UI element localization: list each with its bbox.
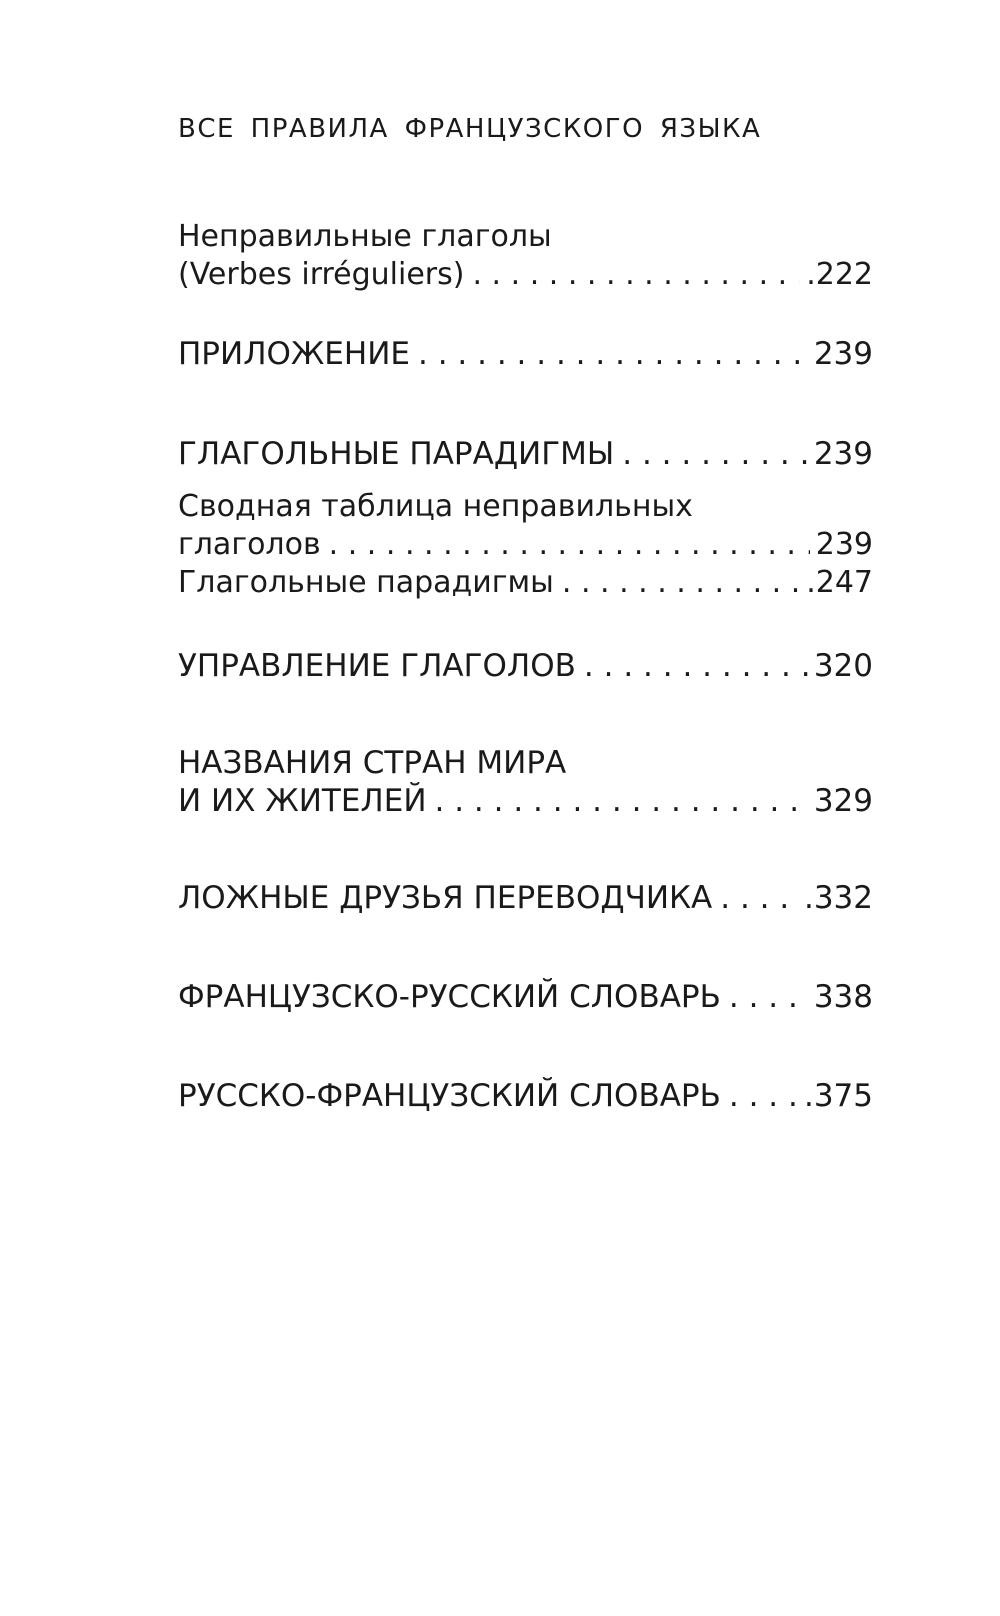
toc-entry-title: Глагольные парадигмы	[178, 565, 554, 600]
toc-entry[interactable]	[178, 218, 873, 294]
toc-entry-line	[178, 1077, 873, 1115]
toc-entry-title: УПРАВЛЕНИЕ ГЛАГОЛОВ	[178, 648, 576, 684]
toc-entry-page: .222	[806, 257, 873, 292]
toc-entry-page: 239	[813, 436, 873, 472]
toc-entry-page: 239	[815, 527, 873, 562]
toc-entry-page: 338	[813, 979, 873, 1015]
toc-entry[interactable]	[178, 435, 873, 473]
toc-entry[interactable]	[178, 335, 873, 373]
toc-entry-line	[178, 978, 873, 1016]
toc-entry-line	[178, 647, 873, 685]
toc-entry-title: ФРАНЦУЗСКО-РУССКИЙ СЛОВАРЬ	[178, 979, 721, 1015]
dot-leader	[729, 978, 808, 1016]
toc-entry[interactable]	[178, 744, 873, 820]
toc-entry-title: И ИХ ЖИТЕЛЕЙ	[178, 783, 427, 819]
toc-entry-line	[178, 335, 873, 373]
toc-entry-title: (Verbes irréguliers)	[178, 257, 465, 292]
dot-leader	[584, 647, 808, 685]
toc-entry-title: глаголов	[178, 527, 321, 562]
dot-leader	[472, 256, 800, 294]
dot-leader	[562, 564, 800, 602]
toc-entry[interactable]	[178, 879, 873, 917]
toc-entry[interactable]	[178, 978, 873, 1016]
toc-entry-page: 329	[813, 783, 873, 819]
dot-leader	[622, 435, 808, 473]
dot-leader	[418, 335, 808, 373]
toc-entry-title-line1: НАЗВАНИЯ СТРАН МИРА	[178, 745, 567, 781]
toc-entry[interactable]	[178, 647, 873, 685]
dot-leader	[435, 782, 808, 820]
toc-entry-title: РУССКО-ФРАНЦУЗСКИЙ СЛОВАРЬ	[178, 1078, 721, 1114]
dot-leader	[329, 526, 810, 564]
toc-entry-line	[178, 435, 873, 473]
toc-entry-line	[178, 256, 873, 294]
dot-leader	[720, 879, 798, 917]
toc-entry-line	[178, 526, 873, 564]
toc-entry-title-line1: Неправильные глаголы	[178, 219, 552, 254]
toc-entry-line	[178, 782, 873, 820]
toc-entry-page: 320	[813, 648, 873, 684]
toc-entry-title-line1: Сводная таблица неправильных	[178, 489, 693, 524]
toc-entry[interactable]	[178, 1077, 873, 1115]
toc-entry-line	[178, 879, 873, 917]
toc-entry-page: .247	[806, 565, 873, 600]
toc-entry-page: .332	[803, 880, 873, 916]
toc-entry-page: 239	[813, 336, 873, 372]
dot-leader	[729, 1077, 798, 1115]
toc-entry-page: .375	[803, 1078, 873, 1114]
toc-entry-title: ЛОЖНЫЕ ДРУЗЬЯ ПЕРЕВОДЧИКА	[178, 880, 713, 916]
toc-entry-line	[178, 564, 873, 602]
toc-entry[interactable]	[178, 564, 873, 602]
toc-entry-title: ГЛАГОЛЬНЫЕ ПАРАДИГМЫ	[178, 436, 615, 472]
running-head: ВСЕ ПРАВИЛА ФРАНЦУЗСКОГО ЯЗЫКА	[178, 114, 762, 144]
toc-entry-title: ПРИЛОЖЕНИЕ	[178, 336, 410, 372]
toc-entry[interactable]	[178, 488, 873, 564]
